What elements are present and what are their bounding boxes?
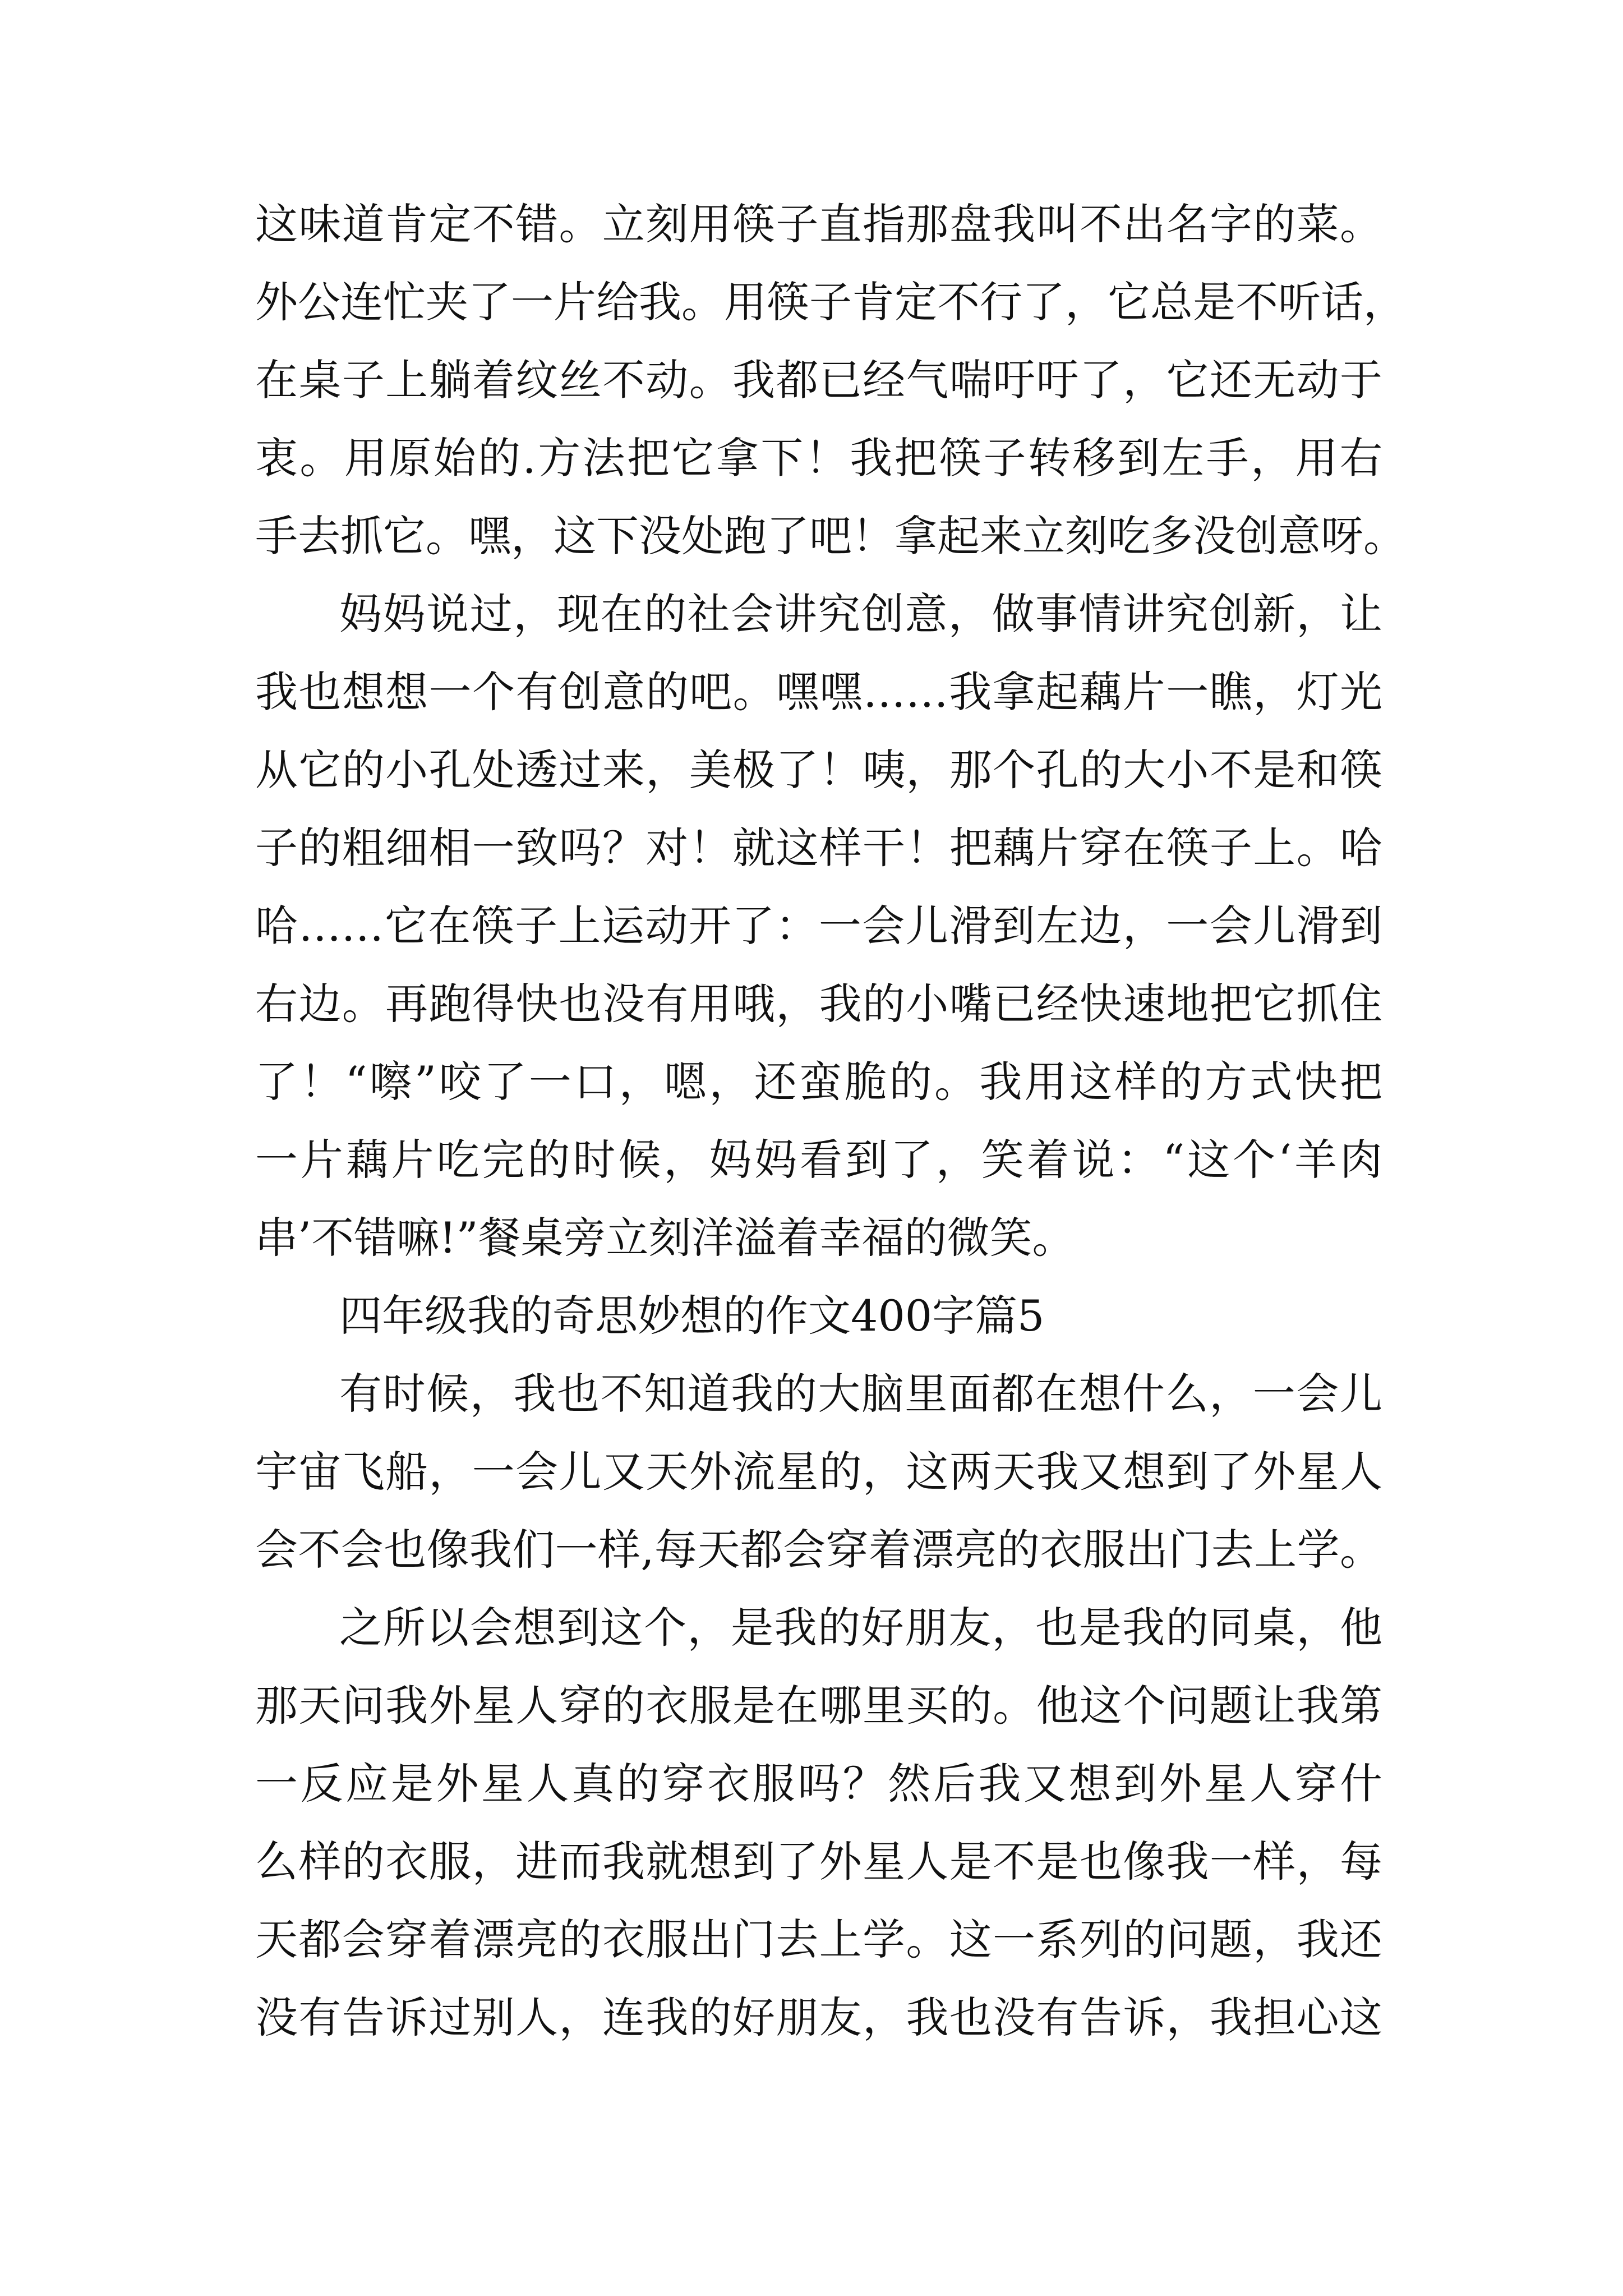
text-line: 衷。用原始的.方法把它拿下！我把筷子转移到左手，用右 xyxy=(255,433,1382,483)
text-line: 宇宙飞船，一会儿又天外流星的，这两天我又想到了外星人 xyxy=(255,1447,1382,1497)
text-line: 没有告诉过别人，连我的好朋友，我也没有告诉，我担心这 xyxy=(255,1993,1382,2042)
text-line: 了！“嚓”咬了一口，嗯，还蛮脆的。我用这样的方式快把 xyxy=(255,1057,1382,1107)
text-line: 从它的小孔处透过来，美极了！咦，那个孔的大小不是和筷 xyxy=(255,745,1382,795)
text-line: 天都会穿着漂亮的衣服出门去上学。这一系列的问题，我还 xyxy=(255,1915,1382,1964)
text-line: 会不会也像我们一样,每天都会穿着漂亮的衣服出门去上学。 xyxy=(255,1525,1382,1575)
text-line: 串’不错嘛!”餐桌旁立刻洋溢着幸福的微笑。 xyxy=(255,1213,1075,1263)
text-line: 子的粗细相一致吗？对！就这样干！把藕片穿在筷子上。哈 xyxy=(255,823,1382,873)
text-line: 那天问我外星人穿的衣服是在哪里买的。他这个问题让我第 xyxy=(255,1681,1382,1731)
text-line: 右边。再跑得快也没有用哦，我的小嘴已经快速地把它抓住 xyxy=(255,979,1382,1029)
text-line: 在桌子上躺着纹丝不动。我都已经气喘吁吁了，它还无动于 xyxy=(255,355,1382,405)
paragraph-first-line: 之所以会想到这个，是我的好朋友，也是我的同桌，他 xyxy=(339,1603,1382,1653)
document-body xyxy=(255,185,1406,2056)
text-line: 我也想想一个有创意的吧。嘿嘿……我拿起藕片一瞧，灯光 xyxy=(255,667,1382,717)
text-line: 一片藕片吃完的时候，妈妈看到了，笑着说：“这个‘羊肉 xyxy=(255,1135,1382,1185)
text-line: 一反应是外星人真的穿衣服吗？然后我又想到外星人穿什 xyxy=(255,1759,1382,1809)
text-line: 手去抓它。嘿，这下没处跑了吧！拿起来立刻吃多没创意呀。 xyxy=(255,511,1406,561)
text-line: 么样的衣服，进而我就想到了外星人是不是也像我一样，每 xyxy=(255,1837,1382,1887)
paragraph-first-line: 妈妈说过，现在的社会讲究创意，做事情讲究创新，让 xyxy=(339,589,1382,639)
section-heading: 四年级我的奇思妙想的作文400字篇5 xyxy=(339,1291,1045,1341)
paragraph-first-line: 有时候，我也不知道我的大脑里面都在想什么，一会儿 xyxy=(339,1369,1382,1419)
text-line: 外公连忙夹了一片给我。用筷子肯定不行了，它总是不听话， xyxy=(255,277,1406,327)
text-line: 哈……它在筷子上运动开了：一会儿滑到左边，一会儿滑到 xyxy=(255,901,1382,951)
text-line: 这味道肯定不错。立刻用筷子直指那盘我叫不出名字的菜。 xyxy=(255,199,1382,249)
